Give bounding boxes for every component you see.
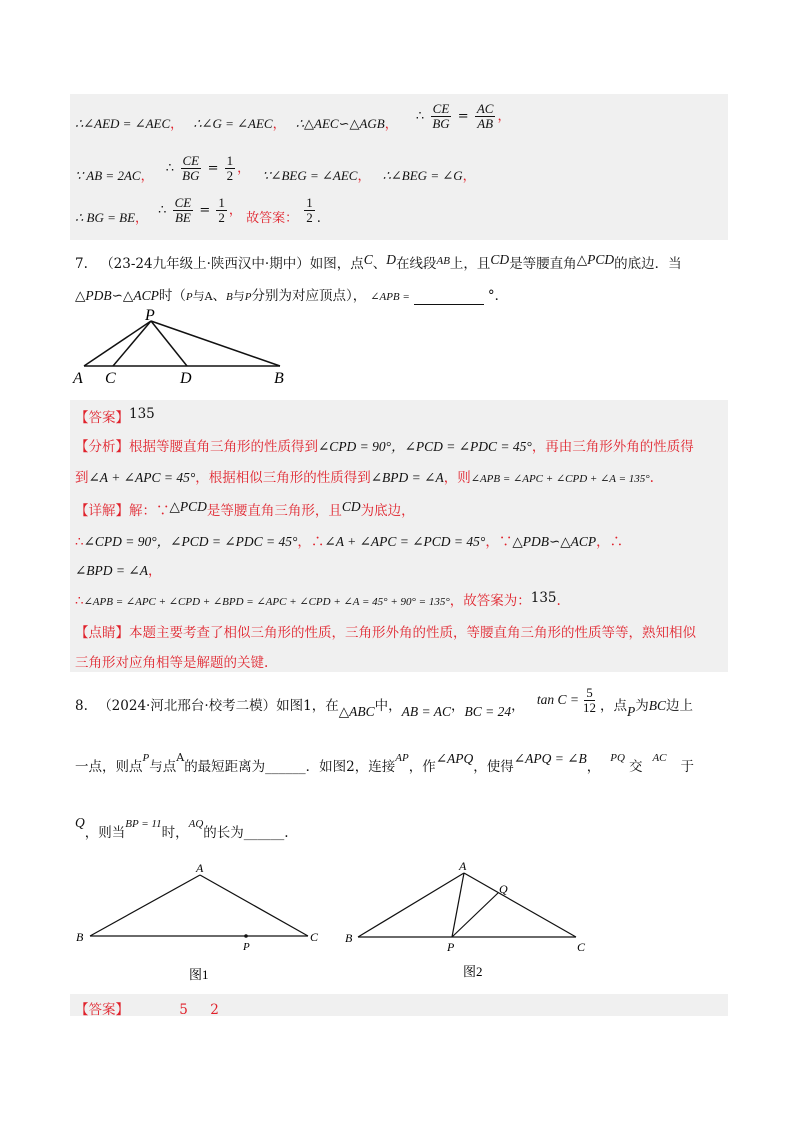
segment-bc: BC: [648, 698, 667, 713]
answer-label: 【答案】: [75, 410, 129, 426]
q8-figure-1: [72, 858, 332, 988]
math: ∠A + ∠APC = ∠PCD = 45°: [324, 534, 486, 549]
analysis-label: 【分析】: [75, 439, 129, 455]
point-p: P: [244, 291, 252, 303]
math: AB = AC: [401, 704, 451, 719]
math: △PDB∽△ACP: [512, 534, 597, 549]
segment-ac: [200, 875, 308, 936]
answer-frac: [304, 196, 315, 225]
label-c: C: [577, 940, 586, 954]
label-b: B: [274, 370, 284, 387]
q6-line-2: [75, 154, 476, 183]
den: 12: [583, 700, 597, 715]
segment-ab: AB: [436, 255, 450, 267]
num: 1: [226, 153, 234, 168]
sep: ，: [357, 169, 371, 184]
math: △PCD: [169, 499, 207, 514]
den: 2: [226, 168, 234, 183]
text: 、: [212, 288, 227, 304]
text: 的底边．当: [614, 256, 682, 272]
answer-label: 故答案：: [246, 211, 299, 226]
text: ，: [511, 698, 525, 714]
segment-ac: [464, 873, 576, 937]
label-a: A: [196, 861, 204, 875]
sep: ，: [228, 203, 242, 218]
q8-answer: [75, 998, 219, 1018]
label-a: A: [459, 859, 467, 873]
q7-figure: [72, 308, 302, 388]
num: CE: [182, 153, 200, 168]
point-p: P: [627, 704, 636, 719]
q7-comment-2: [75, 651, 268, 671]
math: ∠CPD = 90°，∠PCD = ∠PDC = 45°: [83, 534, 298, 549]
answer-value-2: 2: [210, 1002, 219, 1018]
text: ，则: [443, 470, 471, 486]
equals: =: [199, 203, 211, 218]
text: 为: [635, 698, 649, 714]
question-number: 8.: [75, 698, 88, 714]
similar-aec-agb: ∴△AEC∽△AGB: [295, 116, 385, 131]
frac-half: [225, 154, 236, 183]
math: tan C =: [536, 692, 580, 707]
eq-bg-be: ∴ BG = BE: [75, 210, 136, 225]
point-p: P: [142, 752, 150, 764]
text: .: [649, 470, 654, 486]
answer-blank[interactable]: [414, 288, 484, 305]
num: 5: [586, 685, 593, 700]
num: 1: [306, 195, 313, 210]
text: 如图1，在: [276, 698, 339, 714]
text: 、: [372, 256, 387, 272]
frac-ce-bg: [180, 154, 201, 183]
text: 分别为对应顶点），: [251, 288, 367, 304]
math: ∠A + ∠APC = 45°: [88, 470, 196, 485]
math: ∠CPD = 90°，∠PCD = ∠PDC = 45°: [318, 439, 532, 454]
q7-detail-1: [75, 499, 415, 519]
text: ，: [147, 563, 162, 579]
fig2-caption: 图2: [463, 964, 483, 979]
text: 的长为______.: [203, 825, 289, 841]
label-p: P: [447, 940, 455, 954]
sep: ，: [497, 109, 511, 124]
label-p: P: [243, 941, 250, 953]
point-q: Q: [75, 815, 85, 830]
den: BG: [432, 116, 450, 131]
detail-label: 【详解】: [75, 503, 129, 519]
angle-apq: ∠APQ: [435, 751, 474, 766]
text: 本题主要考查了相似三角形的性质，三角形外角的性质，等腰直角三角形的性质等等，熟知相似: [129, 625, 696, 641]
q7-analysis-1: [75, 435, 694, 455]
text: 时，: [161, 825, 189, 841]
angle-apb: ∠APB =: [370, 291, 410, 303]
den: 2: [306, 210, 313, 225]
therefore: ∴: [158, 203, 167, 218]
q7-analysis-2: [75, 466, 654, 486]
text: 根据等腰直角三角形的性质得到: [129, 439, 318, 455]
q7-detail-4: [75, 589, 561, 609]
eq-beg-aec: ∵∠BEG = ∠AEC: [262, 168, 358, 183]
equals: =: [457, 109, 469, 124]
label-c: C: [105, 370, 116, 387]
den: BE: [174, 210, 191, 225]
segment-pq: PQ: [610, 752, 625, 764]
tan-c: [536, 685, 600, 715]
text: ∴: [75, 593, 84, 609]
math: BC = 24: [464, 704, 512, 719]
sep: ，: [384, 117, 398, 132]
text: ，: [586, 759, 601, 775]
label-c: C: [310, 930, 319, 944]
text: ，再由三角形外角的性质得: [531, 439, 694, 455]
segment-pb: [151, 321, 280, 366]
q6-line-3: [75, 196, 321, 225]
text: 一点，则点: [75, 759, 143, 775]
text: ，点: [600, 698, 628, 714]
period: .: [316, 211, 321, 226]
point-a: A: [176, 751, 185, 764]
sep: ，: [237, 161, 251, 176]
question-source: （23-24九年级上·陕西汉中·期中）: [100, 256, 310, 272]
text: ，∴: [297, 534, 325, 550]
sep: ，: [272, 117, 286, 132]
triangle-abc: △ABC: [338, 704, 375, 719]
label-d: D: [180, 370, 192, 387]
text: 中，: [374, 698, 402, 714]
label-b: B: [76, 930, 84, 944]
equals: =: [207, 161, 219, 176]
text: 与: [192, 289, 205, 303]
segment-cd: CD: [490, 252, 510, 267]
eq-beg-g: ∴∠BEG = ∠G: [382, 168, 463, 183]
point-a: A: [204, 290, 213, 303]
text: 到: [75, 470, 89, 486]
den: 2: [218, 210, 225, 225]
math: 135: [530, 590, 557, 606]
fig1-caption: 图1: [189, 967, 209, 982]
q8-line-1: [75, 685, 694, 721]
similarity-statement: △PDB∽△ACP: [75, 288, 159, 303]
answer-value: 135: [129, 406, 155, 422]
label-p: P: [145, 308, 155, 324]
eq-aed-aec: ∴∠AED = ∠AEC: [75, 116, 171, 131]
q7-detail-2: [75, 530, 623, 550]
therefore: ∴: [165, 161, 174, 176]
text: 是等腰直角: [509, 256, 577, 272]
math: ∠BPD = ∠A: [370, 470, 444, 485]
math: ∠APB = ∠APC + ∠CPD + ∠A = 135°: [470, 473, 650, 485]
num: CE: [432, 101, 450, 116]
segment-aq: AQ: [188, 818, 204, 830]
text: 解：∵: [129, 503, 170, 519]
math: ∠BPD = ∠A: [75, 563, 148, 578]
text: °．: [487, 288, 509, 304]
point-p: P: [185, 291, 193, 303]
point-d: D: [386, 252, 396, 267]
text: 是等腰直角三角形，且: [206, 503, 342, 519]
ratio-ce-be-half: [158, 195, 246, 225]
text: ，: [450, 698, 465, 714]
den: BG: [182, 168, 200, 183]
sep: ，: [462, 169, 476, 184]
answer-label: 【答案】: [75, 1002, 129, 1018]
text: ，∴: [596, 534, 624, 550]
num: CE: [174, 195, 192, 210]
label-b: B: [345, 931, 353, 945]
frac-ce-bg: [430, 102, 451, 131]
text: 的最短距离为______．如图2，连接: [184, 759, 396, 775]
segment-ac: AC: [652, 752, 667, 764]
comment-label: 【点睛】: [75, 625, 129, 641]
therefore: ∴: [415, 109, 425, 124]
den: AB: [477, 116, 494, 131]
eq-g-aec: ∴∠G = ∠AEC: [193, 116, 273, 131]
sep: ，: [170, 117, 184, 132]
text: 为底边，: [360, 503, 415, 519]
text: 与: [232, 289, 245, 303]
math: BP = 11: [125, 818, 162, 830]
segment-ab: [358, 873, 464, 937]
text: .: [556, 593, 561, 609]
text: 在线段: [395, 256, 437, 272]
math: ∠APQ = ∠B: [513, 751, 587, 766]
label-a: A: [73, 370, 83, 387]
num: 1: [218, 195, 225, 210]
text: ，∵: [485, 534, 513, 550]
q8-line-2: [75, 751, 695, 775]
q8-line-3: [75, 815, 289, 841]
text: 三角形对应角相等是解题的关键.: [75, 655, 269, 671]
num: AC: [476, 101, 494, 116]
question-source: （2024·河北邢台·校考二模）: [98, 698, 277, 714]
eq-ab-2ac: ∵ AB = 2AC: [75, 168, 141, 183]
q7-line-1: [75, 252, 682, 272]
answer-value-1: 5: [179, 1002, 188, 1018]
text: ，则当: [84, 825, 126, 841]
triangle-pcd: △PCD: [576, 252, 615, 267]
text: 时（: [158, 288, 186, 304]
segment-ap: AP: [395, 752, 409, 764]
text: 上，且: [449, 256, 491, 272]
sep: ，: [140, 169, 154, 184]
frac-ac-ab: [475, 102, 496, 131]
point-b: B: [226, 291, 233, 303]
q7-comment-1: [75, 621, 696, 641]
q6-line-1: [75, 101, 511, 139]
ratio-ce-bg-half: [165, 153, 255, 183]
question-number: 7.: [75, 256, 88, 272]
text: 与点: [149, 759, 177, 775]
frac-ce-be: [173, 196, 194, 225]
text: 于: [680, 759, 695, 775]
text: 如图，点: [309, 256, 364, 272]
text: 边上: [666, 698, 694, 714]
math: ∠APB = ∠APC + ∠CPD + ∠BPD = ∠APC + ∠CPD + ∠A = 45° + 90° = 135°: [83, 596, 450, 608]
point-c: C: [363, 252, 373, 267]
q7-answer: [75, 406, 155, 426]
text: ，使得: [473, 759, 514, 775]
segment-ab: [90, 875, 200, 936]
frac-half: [216, 196, 227, 225]
text: ∴: [75, 534, 84, 550]
label-q: Q: [499, 882, 508, 896]
q8-figure-2: [340, 855, 600, 985]
frac-5-12: [581, 686, 598, 715]
math: CD: [341, 499, 361, 514]
text: ，根据相似三角形的性质得到: [195, 470, 371, 486]
text: ，作: [408, 759, 436, 775]
segment-pa: [84, 321, 151, 366]
q7-detail-3: [75, 559, 161, 579]
text: 交: [628, 759, 643, 775]
sep: ，: [135, 211, 149, 226]
point-p-dot: [244, 934, 248, 938]
text: ，故答案为：: [449, 593, 531, 609]
q7-line-2: [75, 284, 508, 305]
ratio-ce-bg-ac-ab: [415, 101, 511, 131]
